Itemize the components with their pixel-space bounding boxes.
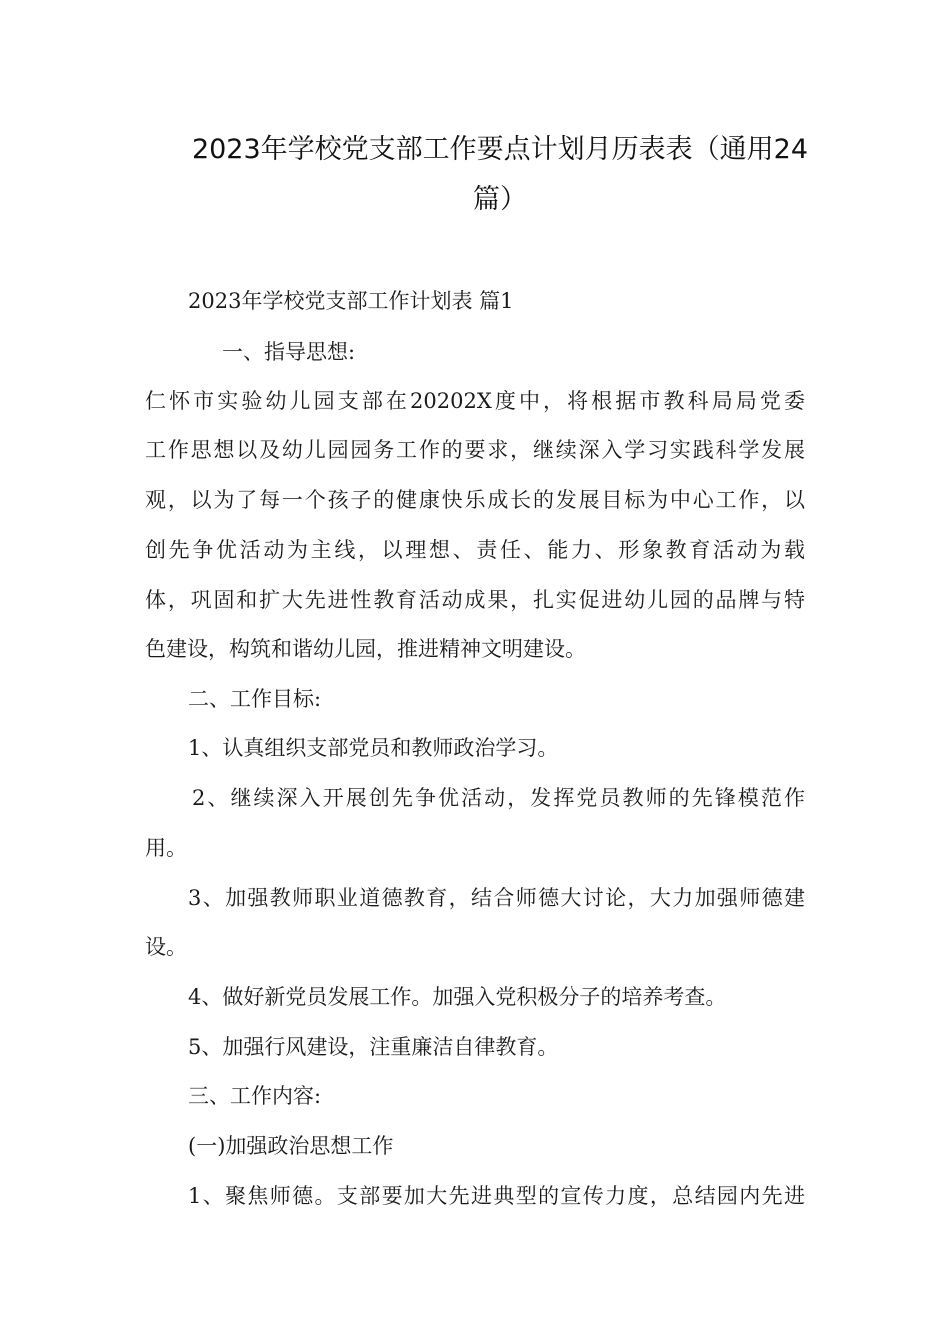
paragraph-line: 创先争优活动为主线，以理想、责任、能力、形象教育活动为载 — [145, 538, 805, 562]
heading-guiding-thought: 一、指导思想: — [222, 340, 356, 364]
document-title-line-1: 2023年学校党支部工作要点计划月历表表（通用24 — [191, 134, 809, 165]
paragraph-line: 色建设，构筑和谐幼儿园，推进精神文明建设。 — [145, 637, 586, 661]
heading-work-content: 三、工作内容: — [188, 1084, 322, 1108]
paragraph-line: 仁怀市实验幼儿园支部在20202X度中，将根据市教科局局党委 — [145, 389, 805, 413]
document-title-line-2: 篇） — [473, 184, 527, 215]
list-item: 4、做好新党员发展工作。加强入党积极分子的培养考查。 — [188, 985, 727, 1009]
list-item-continuation: 设。 — [145, 935, 187, 959]
paragraph-line: 体，巩固和扩大先进性教育活动成果，扎实促进幼儿园的品牌与特 — [145, 588, 805, 612]
subheading-political-work: (一)加强政治思想工作 — [188, 1134, 394, 1158]
list-item: 1、聚焦师德。支部要加大先进典型的宣传力度，总结园内先进 — [188, 1184, 805, 1208]
paragraph-line: 工作思想以及幼儿园园务工作的要求，继续深入学习实践科学发展 — [145, 438, 805, 462]
list-item: 5、加强行风建设，注重廉洁自律教育。 — [188, 1035, 559, 1059]
section-subtitle: 2023年学校党支部工作计划表 篇1 — [188, 289, 514, 313]
list-item: 1、认真组织支部党员和教师政治学习。 — [188, 736, 559, 760]
list-item-continuation: 用。 — [145, 836, 187, 860]
paragraph-line: 观，以为了每一个孩子的健康快乐成长的发展目标为中心工作，以 — [145, 488, 805, 512]
heading-work-goals: 二、工作目标: — [188, 687, 322, 711]
list-item: 2、继续深入开展创先争优活动，发挥党员教师的先锋模范作 — [192, 786, 805, 810]
list-item: 3、加强教师职业道德教育，结合师德大讨论，大力加强师德建 — [188, 886, 805, 910]
